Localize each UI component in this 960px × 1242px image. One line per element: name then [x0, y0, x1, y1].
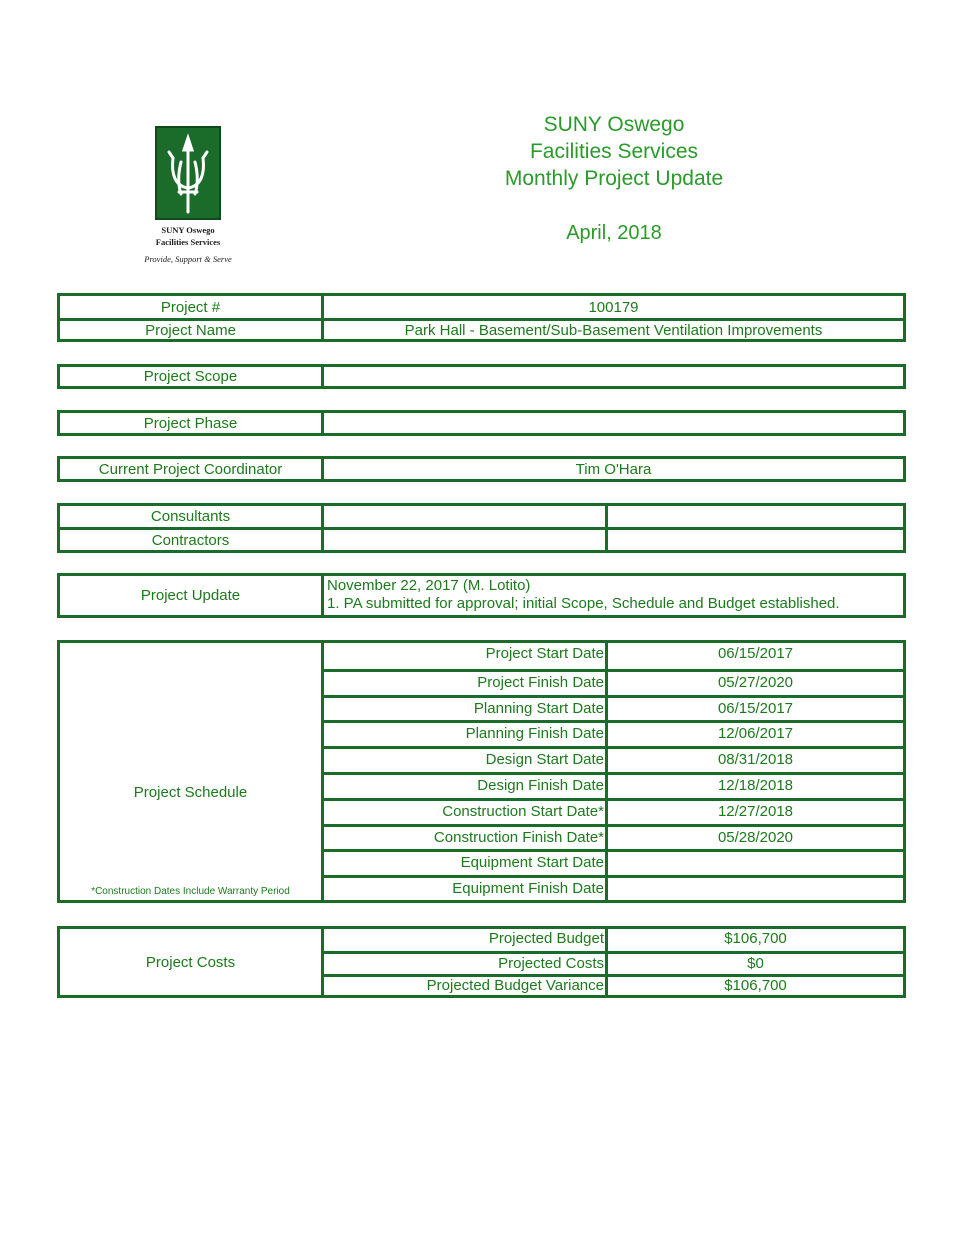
cost-row [324, 951, 903, 974]
schedule-value: 08/31/2018 [717, 751, 794, 769]
schedule-row [324, 849, 903, 875]
schedule-key: Equipment Finish Date [324, 878, 608, 901]
trident-icon [157, 128, 219, 218]
cost-key: Projected Budget [324, 929, 608, 951]
schedule-note: *Construction Dates Include Warranty Period [91, 886, 290, 897]
schedule-row [324, 695, 903, 721]
schedule-rows [324, 643, 903, 900]
consultants-table [57, 503, 906, 553]
header-dept: Facilities Services [529, 140, 699, 163]
consultants-value-2 [608, 506, 903, 527]
schedule-key: Construction Finish Date* [324, 827, 608, 850]
schedule-row [324, 772, 903, 798]
schedule-row [324, 824, 903, 850]
cost-value: $106,700 [724, 930, 787, 947]
schedule-value: 12/27/2018 [717, 802, 794, 820]
project-phase [324, 413, 903, 433]
schedule-key: Planning Finish Date [324, 723, 608, 746]
coordinator-label: Current Project Coordinator [60, 459, 324, 479]
contractors-value-2 [608, 530, 903, 550]
project-update-label: Project Update [60, 576, 324, 615]
project-name: Park Hall - Basement/Sub-Basement Ventilation Improvements [404, 321, 823, 339]
cost-key: Projected Costs [324, 954, 608, 974]
cost-key: Projected Budget Variance [324, 977, 608, 995]
header-date: April, 2018 [566, 222, 662, 244]
schedule-value: 06/15/2017 [717, 645, 794, 662]
schedule-label: Project Schedule [133, 784, 248, 801]
schedule-row [324, 720, 903, 746]
contractors-value-1 [324, 530, 608, 550]
schedule-row [324, 746, 903, 772]
project-number: 100179 [588, 298, 639, 316]
costs-label: Project Costs [145, 954, 236, 971]
project-phase-table [57, 410, 906, 436]
cost-row [324, 974, 903, 995]
header-org: SUNY Oswego [543, 113, 685, 136]
project-update-text [324, 576, 903, 615]
schedule-value: 12/06/2017 [717, 725, 794, 743]
project-scope-table [57, 364, 906, 389]
project-id-table [57, 293, 906, 342]
project-update-line-1: November 22, 2017 (M. Lotito) [327, 577, 531, 594]
schedule-key: Planning Start Date [324, 698, 608, 721]
schedule-row [324, 643, 903, 669]
logo-tagline: Provide, Support & Serve [144, 254, 232, 264]
logo [155, 126, 221, 220]
schedule-value [608, 852, 903, 875]
schedule-value: 05/28/2020 [717, 828, 794, 846]
schedule-value: 06/15/2017 [717, 699, 794, 717]
cost-value: $0 [747, 955, 764, 972]
schedule-value: 12/18/2018 [717, 776, 794, 794]
schedule-key: Project Start Date [324, 643, 608, 669]
schedule-key: Equipment Start Date [324, 852, 608, 875]
project-scope-label: Project Scope [60, 367, 324, 386]
schedule-key: Design Finish Date [324, 775, 608, 798]
schedule-row [324, 798, 903, 824]
project-schedule-table [57, 640, 906, 903]
project-phase-label: Project Phase [60, 413, 324, 433]
schedule-key: Construction Start Date* [324, 801, 608, 824]
consultants-value-1 [324, 506, 608, 527]
logo-title: SUNY Oswego [161, 225, 215, 235]
schedule-label-cell [60, 643, 324, 900]
project-update-table [57, 573, 906, 618]
cost-row [324, 929, 903, 951]
schedule-value: 05/27/2020 [717, 673, 794, 691]
project-costs-table [57, 926, 906, 998]
project-update-line-2: 1. PA submitted for approval; initial Scope, Schedule and Budget established. [327, 595, 840, 612]
schedule-key: Design Start Date [324, 749, 608, 772]
consultants-label: Consultants [60, 506, 324, 527]
contractors-label: Contractors [60, 530, 324, 550]
project-name-label: Project Name [60, 321, 324, 339]
costs-label-cell [60, 929, 324, 995]
project-number-label: Project # [60, 296, 324, 318]
schedule-key: Project Finish Date [324, 672, 608, 695]
schedule-value [608, 878, 903, 901]
coordinator-table [57, 456, 906, 482]
project-scope [324, 367, 903, 386]
costs-rows [324, 929, 903, 995]
header-title: Monthly Project Update [504, 167, 724, 190]
schedule-row [324, 875, 903, 901]
cost-value: $106,700 [724, 977, 787, 994]
schedule-row [324, 669, 903, 695]
coordinator-name: Tim O'Hara [575, 460, 652, 478]
logo-subtitle: Facilities Services [155, 237, 221, 247]
